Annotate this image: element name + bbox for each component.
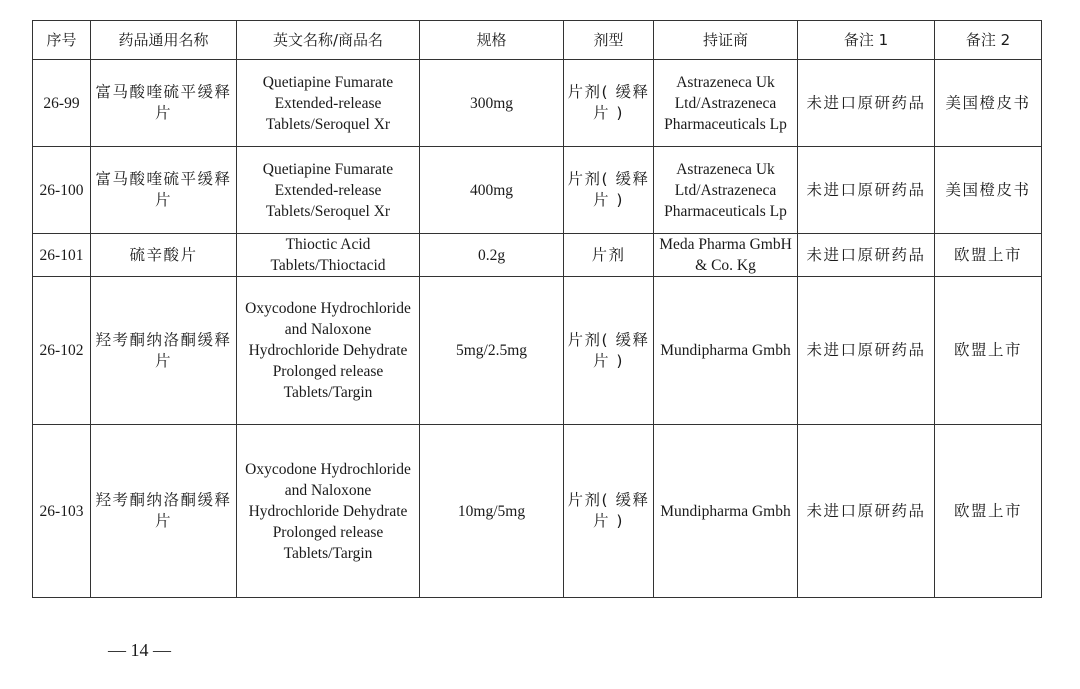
table-row [33,277,1042,425]
form-cell: 片剂( 缓释片 ) [564,425,654,598]
spec-cell: 300mg [420,60,564,147]
header-cell: 剂型 [564,21,654,60]
id-cell: 26-102 [33,277,91,425]
note2-cell: 美国橙皮书 [935,60,1042,147]
generic-name-cell: 硫辛酸片 [91,234,237,277]
table-row [33,425,1042,598]
note2-cell: 欧盟上市 [935,277,1042,425]
note2-cell: 欧盟上市 [935,234,1042,277]
note1-cell: 未进口原研药品 [798,147,935,234]
english-name-cell: Oxycodone Hydrochloride and Naloxone Hydrochloride Dehydrate Prolonged release Tablets/Targin [237,425,420,598]
table-row [33,234,1042,277]
form-cell: 片剂( 缓释片 ) [564,277,654,425]
note2-cell: 欧盟上市 [935,425,1042,598]
spec-cell: 5mg/2.5mg [420,277,564,425]
table-row [33,60,1042,147]
id-cell: 26-101 [33,234,91,277]
spec-cell: 10mg/5mg [420,425,564,598]
id-cell: 26-99 [33,60,91,147]
english-name-cell: Quetiapine Fumarate Extended-release Tablets/Seroquel Xr [237,60,420,147]
note1-cell: 未进口原研药品 [798,425,935,598]
header-cell: 规格 [420,21,564,60]
form-cell: 片剂( 缓释片 ) [564,60,654,147]
holder-cell: Astrazeneca Uk Ltd/Astrazeneca Pharmaceuticals Lp [654,147,798,234]
note1-cell: 未进口原研药品 [798,277,935,425]
header-cell: 药品通用名称 [91,21,237,60]
table-row [33,147,1042,234]
drug-list-table [32,20,1042,598]
id-cell: 26-100 [33,147,91,234]
spec-cell: 0.2g [420,234,564,277]
page-number: — 14 — [108,640,171,660]
english-name-cell: Thioctic Acid Tablets/Thioctacid [237,234,420,277]
generic-name-cell: 羟考酮纳洛酮缓释片 [91,425,237,598]
header-cell: 持证商 [654,21,798,60]
header-cell: 序号 [33,21,91,60]
english-name-cell: Quetiapine Fumarate Extended-release Tablets/Seroquel Xr [237,147,420,234]
id-cell: 26-103 [33,425,91,598]
note1-cell: 未进口原研药品 [798,234,935,277]
note2-cell: 美国橙皮书 [935,147,1042,234]
holder-cell: Mundipharma Gmbh [654,425,798,598]
generic-name-cell: 富马酸喹硫平缓释片 [91,147,237,234]
header-cell: 备注 2 [935,21,1042,60]
english-name-cell: Oxycodone Hydrochloride and Naloxone Hydrochloride Dehydrate Prolonged release Tablets/Targin [237,277,420,425]
header-cell: 备注 1 [798,21,935,60]
generic-name-cell: 富马酸喹硫平缓释片 [91,60,237,147]
header-cell: 英文名称/商品名 [237,21,420,60]
holder-cell: Astrazeneca Uk Ltd/Astrazeneca Pharmaceuticals Lp [654,60,798,147]
holder-cell: Meda Pharma GmbH & Co. Kg [654,234,798,277]
spec-cell: 400mg [420,147,564,234]
table-header-row [33,21,1042,60]
form-cell: 片剂 [564,234,654,277]
holder-cell: Mundipharma Gmbh [654,277,798,425]
form-cell: 片剂( 缓释片 ) [564,147,654,234]
generic-name-cell: 羟考酮纳洛酮缓释片 [91,277,237,425]
note1-cell: 未进口原研药品 [798,60,935,147]
